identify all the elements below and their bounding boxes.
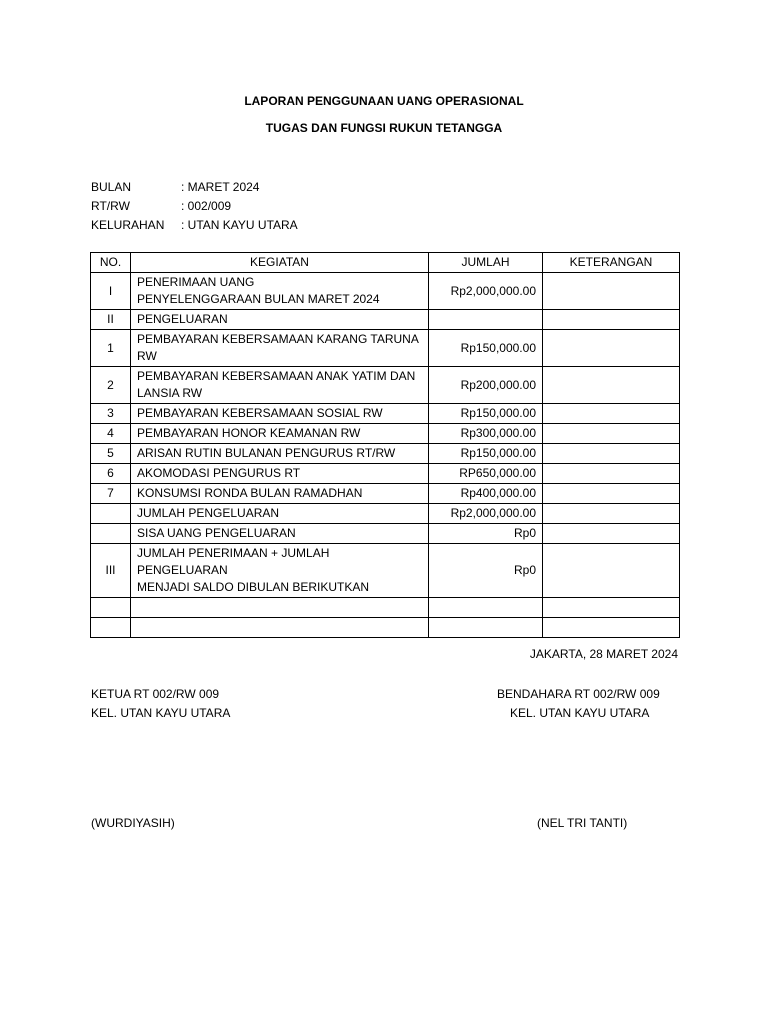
cell-jumlah: Rp150,000.00: [429, 330, 543, 367]
cell-keterangan: [543, 404, 680, 424]
info-value: : 002/009: [181, 199, 232, 213]
info-row-bulan: [91, 178, 298, 197]
cell-kegiatan: PEMBAYARAN KEBERSAMAAN KARANG TARUNA RW: [131, 330, 429, 367]
info-label: KELURAHAN: [91, 218, 165, 232]
cell-keterangan: [543, 330, 680, 367]
cell-no: 1: [91, 330, 131, 367]
cell-kegiatan: PEMBAYARAN HONOR KEAMANAN RW: [131, 424, 429, 444]
info-row-kelurahan: [91, 216, 298, 235]
cell-kegiatan: SISA UANG PENGELUARAN: [131, 524, 429, 544]
cell-kegiatan: [131, 598, 429, 618]
right-signatory-name: (NEL TRI TANTI): [537, 816, 628, 830]
table-row: [91, 330, 680, 367]
table-row: [91, 504, 680, 524]
right-role: BENDAHARA RT 002/RW 009: [497, 687, 660, 701]
header-kegiatan: KEGIATAN: [131, 253, 429, 273]
cell-jumlah: Rp300,000.00: [429, 424, 543, 444]
cell-jumlah: Rp200,000.00: [429, 367, 543, 404]
cell-keterangan: [543, 464, 680, 484]
cell-keterangan: [543, 618, 680, 638]
left-signatory-name: (WURDIYASIH): [91, 816, 175, 830]
cell-no: III: [91, 544, 131, 598]
table-header-row: [91, 253, 680, 273]
cell-keterangan: [543, 524, 680, 544]
cell-kegiatan: PENERIMAAN UANG PENYELENGGARAAN BULAN MARET 2024: [131, 273, 429, 310]
report-table: [90, 252, 680, 638]
info-value: : UTAN KAYU UTARA: [181, 218, 298, 232]
cell-jumlah: Rp0: [429, 544, 543, 598]
cell-kegiatan: JUMLAH PENERIMAAN + JUMLAH PENGELUARAN MENJADI SALDO DIBULAN BERIKUTKAN: [131, 544, 429, 598]
cell-jumlah: [429, 310, 543, 330]
cell-jumlah: Rp2,000,000.00: [429, 273, 543, 310]
signature-right: [497, 685, 660, 723]
left-role: KETUA RT 002/RW 009: [91, 687, 220, 701]
cell-no: 6: [91, 464, 131, 484]
cell-kegiatan: JUMLAH PENGELUARAN: [131, 504, 429, 524]
signature-left: [91, 685, 230, 723]
cell-keterangan: [543, 598, 680, 618]
info-value: : MARET 2024: [181, 180, 260, 194]
cell-kegiatan: ARISAN RUTIN BULANAN PENGURUS RT/RW: [131, 444, 429, 464]
cell-jumlah: RP650,000.00: [429, 464, 543, 484]
header-jumlah: JUMLAH: [429, 253, 543, 273]
cell-kegiatan: [131, 618, 429, 638]
cell-no: 5: [91, 444, 131, 464]
cell-no: 7: [91, 484, 131, 504]
cell-jumlah: Rp150,000.00: [429, 404, 543, 424]
cell-no: [91, 598, 131, 618]
header-keterangan: KETERANGAN: [543, 253, 680, 273]
table-row: [91, 464, 680, 484]
cell-jumlah: [429, 618, 543, 638]
cell-no: [91, 618, 131, 638]
right-kelurahan: KEL. UTAN KAYU UTARA: [510, 706, 650, 720]
table-row: [91, 404, 680, 424]
cell-keterangan: [543, 310, 680, 330]
cell-kegiatan: KONSUMSI RONDA BULAN RAMADHAN: [131, 484, 429, 504]
info-label: BULAN: [91, 180, 132, 194]
cell-keterangan: [543, 504, 680, 524]
cell-keterangan: [543, 444, 680, 464]
cell-kegiatan: PEMBAYARAN KEBERSAMAAN ANAK YATIM DAN LANSIA RW: [131, 367, 429, 404]
cell-jumlah: Rp150,000.00: [429, 444, 543, 464]
cell-kegiatan: AKOMODASI PENGURUS RT: [131, 464, 429, 484]
table-row: [91, 273, 680, 310]
table-row: [91, 598, 680, 618]
header-no: NO.: [91, 253, 131, 273]
table-body: [91, 273, 680, 638]
table-row: [91, 544, 680, 598]
cell-jumlah: Rp400,000.00: [429, 484, 543, 504]
info-label: RT/RW: [91, 199, 130, 213]
report-subtitle: TUGAS DAN FUNGSI RUKUN TETANGGA: [265, 121, 503, 135]
table-row: [91, 524, 680, 544]
cell-no: 4: [91, 424, 131, 444]
cell-keterangan: [543, 544, 680, 598]
cell-jumlah: Rp2,000,000.00: [429, 504, 543, 524]
cell-keterangan: [543, 424, 680, 444]
report-title: LAPORAN PENGGUNAAN UANG OPERASIONAL: [244, 94, 524, 108]
cell-kegiatan: PENGELUARAN: [131, 310, 429, 330]
cell-no: 2: [91, 367, 131, 404]
report-date: JAKARTA, 28 MARET 2024: [529, 647, 678, 661]
cell-kegiatan: PEMBAYARAN KEBERSAMAAN SOSIAL RW: [131, 404, 429, 424]
cell-no: [91, 504, 131, 524]
table-row: [91, 424, 680, 444]
cell-keterangan: [543, 367, 680, 404]
left-kelurahan: KEL. UTAN KAYU UTARA: [91, 706, 231, 720]
cell-jumlah: Rp0: [429, 524, 543, 544]
cell-no: II: [91, 310, 131, 330]
report-info: [91, 178, 298, 235]
info-row-rtrw: [91, 197, 298, 216]
table-row: [91, 484, 680, 504]
table-row: [91, 367, 680, 404]
cell-no: [91, 524, 131, 544]
cell-no: I: [91, 273, 131, 310]
table-row: [91, 618, 680, 638]
table-row: [91, 444, 680, 464]
cell-no: 3: [91, 404, 131, 424]
table-row: [91, 310, 680, 330]
cell-keterangan: [543, 484, 680, 504]
cell-jumlah: [429, 598, 543, 618]
cell-keterangan: [543, 273, 680, 310]
